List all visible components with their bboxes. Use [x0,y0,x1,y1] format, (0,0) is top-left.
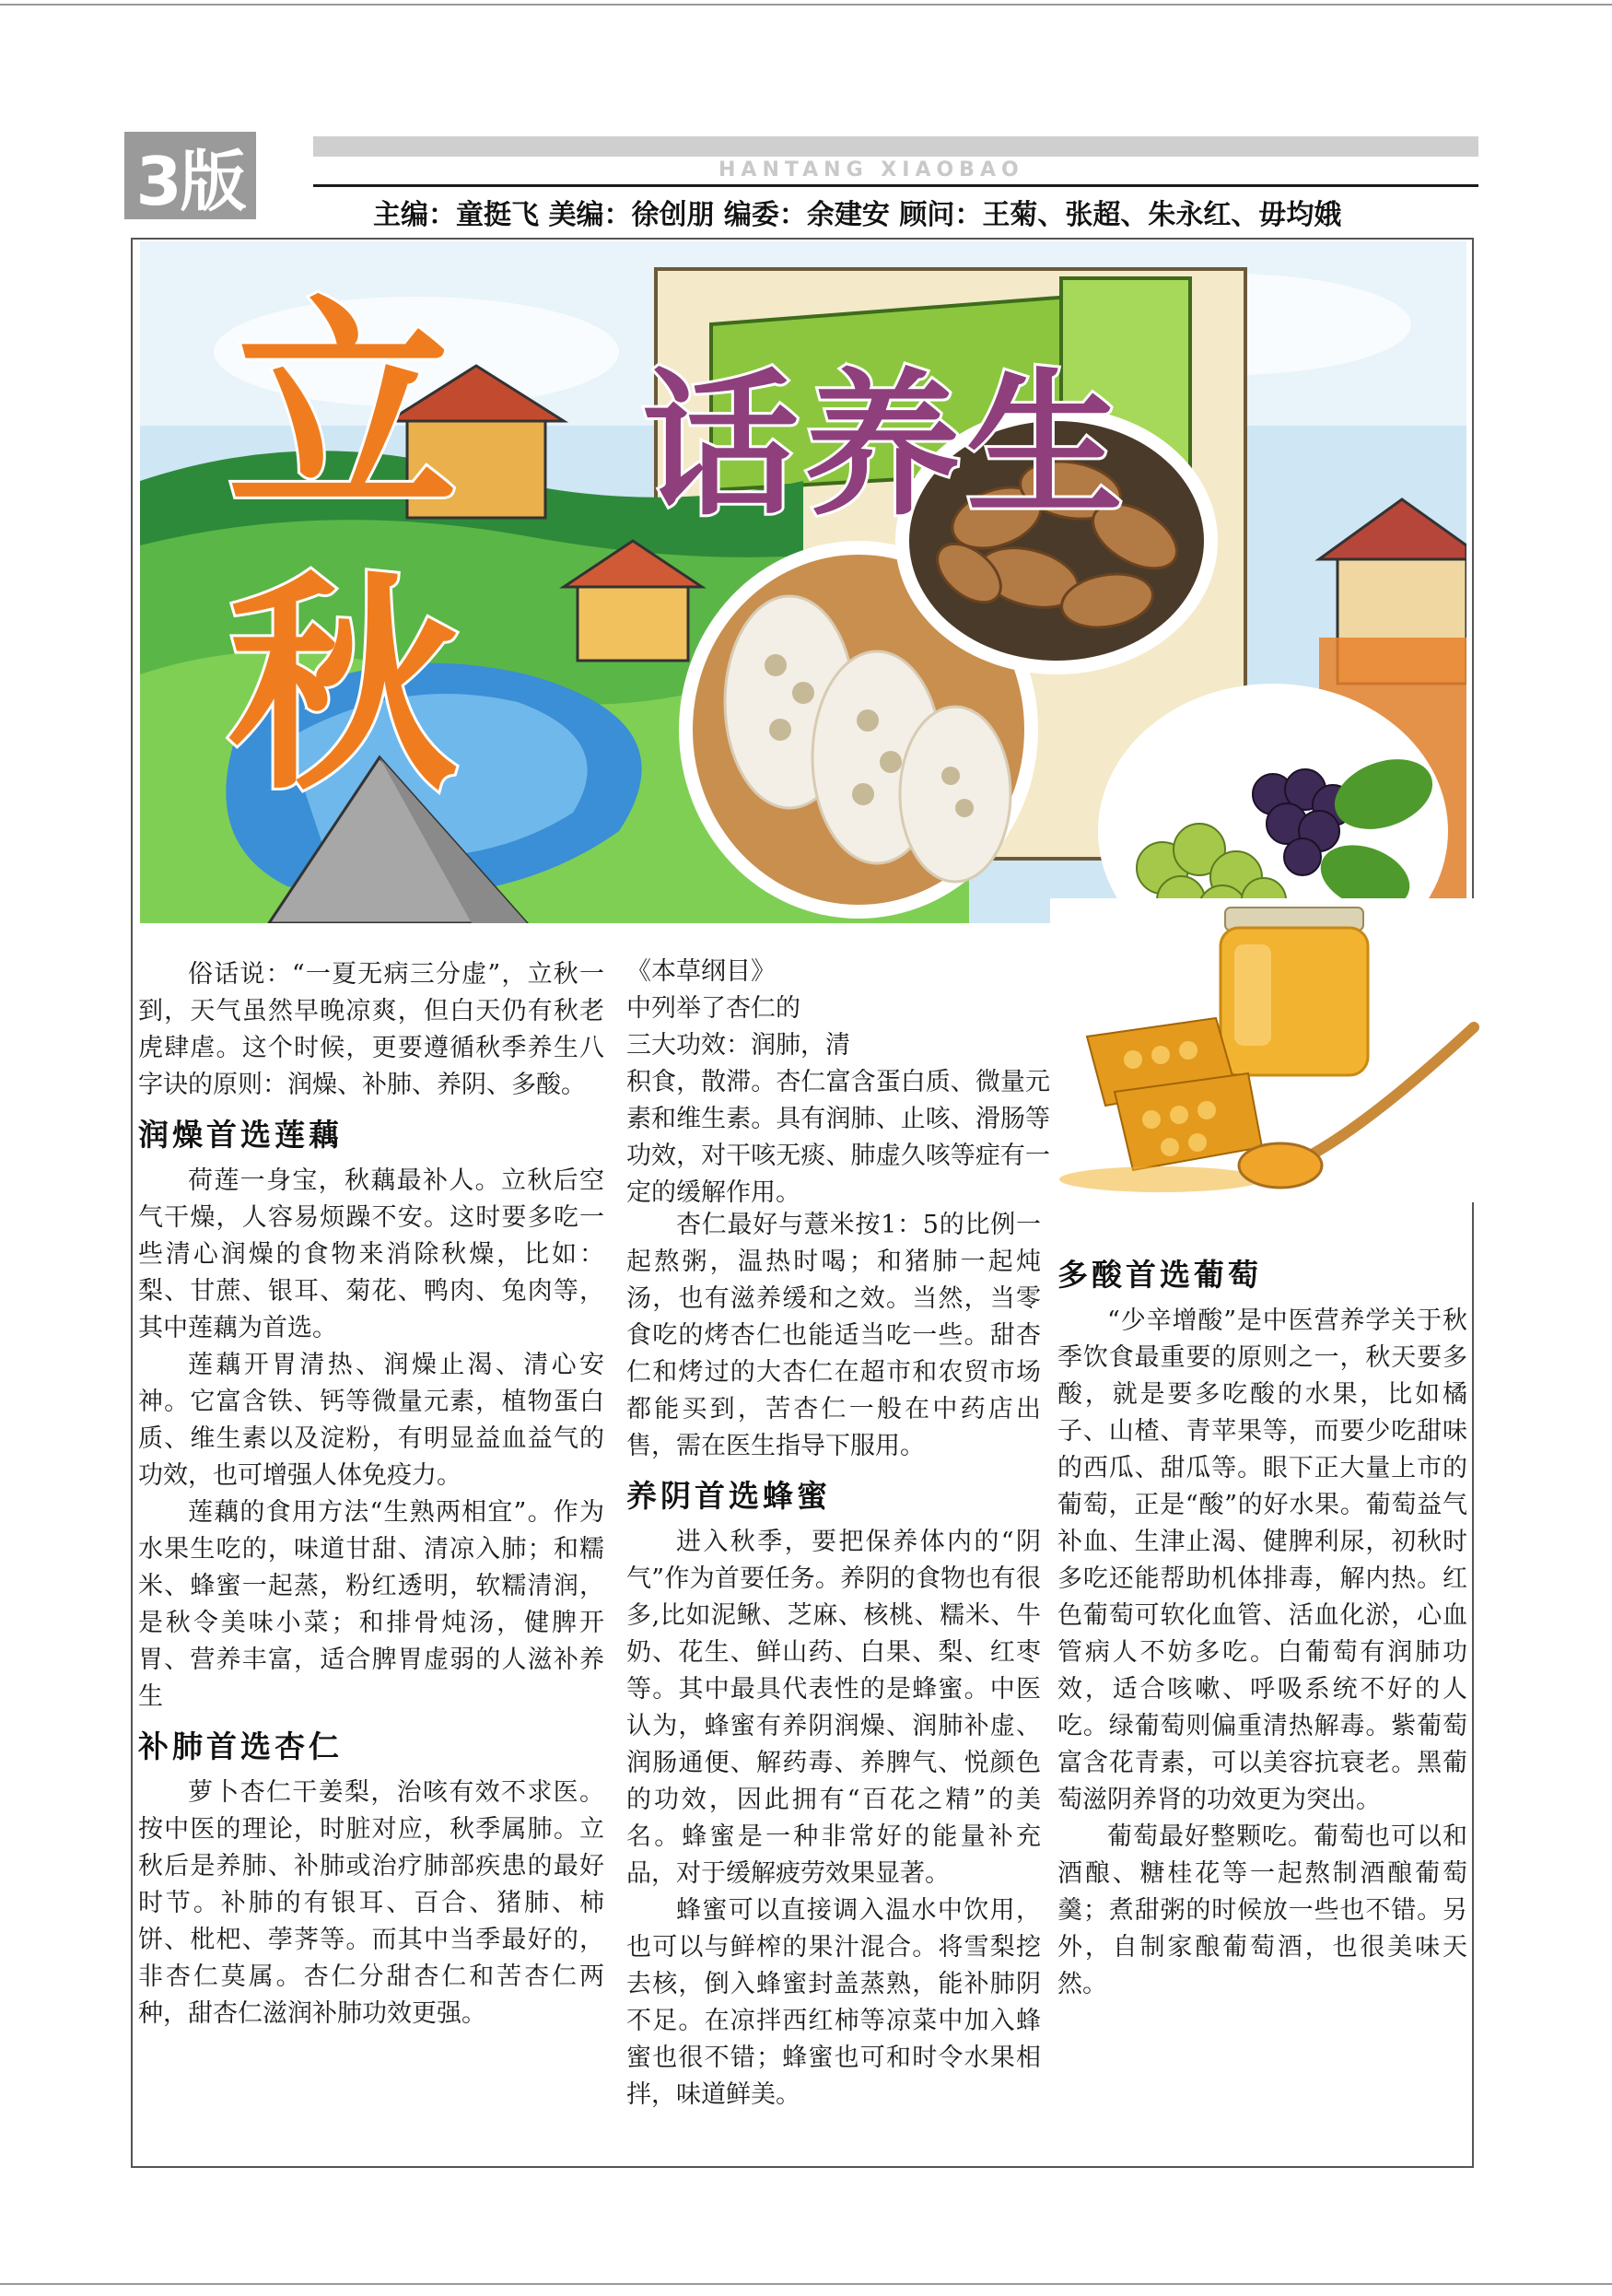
page-number-badge: 3版 [124,132,256,219]
almond-paragraph-2: 杏仁最好与薏米按1：5的比例一起熬粥，温热时喝；和猪肺一起炖汤，也有滋养缓和之效。当然，当零食吃的烤杏仁也能适当吃一些。甜杏仁和烤过的大杏仁在超市和农贸市场都能买到，苦杏仁一般在中药店出售，需在医生指导下服用。 [626,1211,1041,1460]
lotus-paragraph-3: 莲藕的食用方法“生熟两相宜”。作为水果生吃的，味道甘甜、清凉入肺；和糯米、蜂蜜一起蒸，粉红透明，软糯清润，是秋令美味小菜；和排骨炖汤，健脾开胃、营养丰富，适合脾胃虚弱的人滋补养生 [138,1498,604,1711]
grape-paragraph-1: “少辛增酸”是中医营养学关于秋季饮食最重要的原则之一，秋天要多酸，就是要多吃酸的水果，比如橘子、山楂、青苹果等，而要少吃甜味的西瓜、甜瓜等。眼下正大量上市的葡萄，正是“酸”的好水果。葡萄益气补血、生津止渴、健脾利尿，初秋时多吃还能帮助机体排毒，解内热。红色葡萄可软化血管、活血化淤，心血管病人不妨多吃。白葡萄有润肺功效，适合咳嗽、呼吸系统不好的人吃。绿葡萄则偏重清热解毒。紫葡萄富含花青素，可以美容抗衰老。黑葡萄滋阴养肾的功效更为突出。 [1057,1306,1467,1814]
almond-mid-line-1: 《本草纲目》 [626,957,776,986]
section-heading-honey: 养阴首选蜂蜜 [626,1478,831,1514]
banner-title-rest: 话养生 [642,355,1129,537]
banner-illustration [140,241,1466,923]
grape-paragraph-2: 葡萄最好整颗吃。葡萄也可以和酒酿、糖桂花等一起熬制酒酿葡萄羹；煮甜粥的时候放一些也不错。另外，自制家酿葡萄酒，也很美味天然。 [1057,1822,1467,1998]
banner-title-li: 立 [228,276,458,545]
section-heading-lotus: 润燥首选莲藕 [138,1117,343,1153]
right-column [1057,1244,1467,2003]
almond-mid-line-3: 三大功效：润肺，清 [626,1031,850,1060]
masthead-english: HANTANG XIAOBAO [718,158,1024,182]
honey-illustration [1050,898,1483,1202]
page-top-rule [0,4,1612,6]
header-grey-bar [313,136,1478,157]
editorial-credits: 主编：童挺飞 美编：徐创朋 编委：余建安 顾问：王菊、张超、朱永红、毋均娥 [373,199,1342,231]
intro-paragraph: 俗话说：“一夏无病三分虚”，立秋一到，天气虽然早晚凉爽，但白天仍有秋老虎肆虐。这个时候，更要遵循秋季养生八字诀的原则：润燥、补肺、养阴、多酸。 [138,960,604,1099]
middle-column-top [626,954,1050,1212]
honey-paragraph-1: 进入秋季，要把保养体内的“阴气”作为首要任务。养阴的食物也有很多,比如泥鳅、芝麻、核桃、糯米、牛奶、花生、鲜山药、白果、梨、红枣等。其中最具代表性的是蜂蜜。中医认为，蜂蜜有养阴润燥、润肺补虚、润肠通便、解药毒、养脾气、悦颜色的功效，因此拥有“百花之精”的美名。蜂蜜是一种非常好的能量补充品，对于缓解疲劳效果显著。 [626,1528,1041,1888]
left-column [138,956,604,2032]
lotus-paragraph-1: 荷莲一身宝，秋藕最补人。立秋后空气干燥，人容易烦躁不安。这时要多吃一些清心润燥的食物来消除秋燥，比如：梨、甘蔗、银耳、菊花、鸭肉、兔肉等，其中莲藕为首选。 [138,1166,604,1342]
section-heading-grape: 多酸首选葡萄 [1057,1257,1262,1293]
page-bottom-rule [0,2283,1612,2285]
middle-column-bottom [626,1207,1041,2114]
almond-mid-paragraph: 积食，散滞。杏仁富含蛋白质、微量元素和维生素。具有润肺、止咳、滑肠等功效，对干咳无痰、肺虚久咳等症有一定的缓解作用。 [626,1068,1050,1207]
almond-mid-line-2: 中列举了杏仁的 [626,994,800,1023]
header-rule [313,184,1478,187]
banner-title-qiu: 秋 [228,553,458,821]
almond-paragraph-1: 萝卜杏仁干姜梨，治咳有效不求医。按中医的理论，时脏对应，秋季属肺。立秋后是养肺、补肺或治疗肺部疾患的最好时节。补肺的有银耳、百合、猪肺、柿饼、枇杷、荸荠等。而其中当季最好的，非杏仁莫属。杏仁分甜杏仁和苦杏仁两种，甜杏仁滋润补肺功效更强。 [138,1778,604,2028]
honey-paragraph-2: 蜂蜜可以直接调入温水中饮用，也可以与鲜榨的果汁混合。将雪梨挖去核，倒入蜂蜜封盖蒸熟，能补肺阴不足。在凉拌西红柿等凉菜中加入蜂蜜也很不错；蜂蜜也可和时令水果相拌，味道鲜美。 [626,1896,1041,2109]
section-heading-almond: 补肺首选杏仁 [138,1728,343,1764]
lotus-paragraph-2: 莲藕开胃清热、润燥止渴、清心安神。它富含铁、钙等微量元素，植物蛋白质、维生素以及淀粉，有明显益血益气的功效，也可增强人体免疫力。 [138,1351,604,1490]
